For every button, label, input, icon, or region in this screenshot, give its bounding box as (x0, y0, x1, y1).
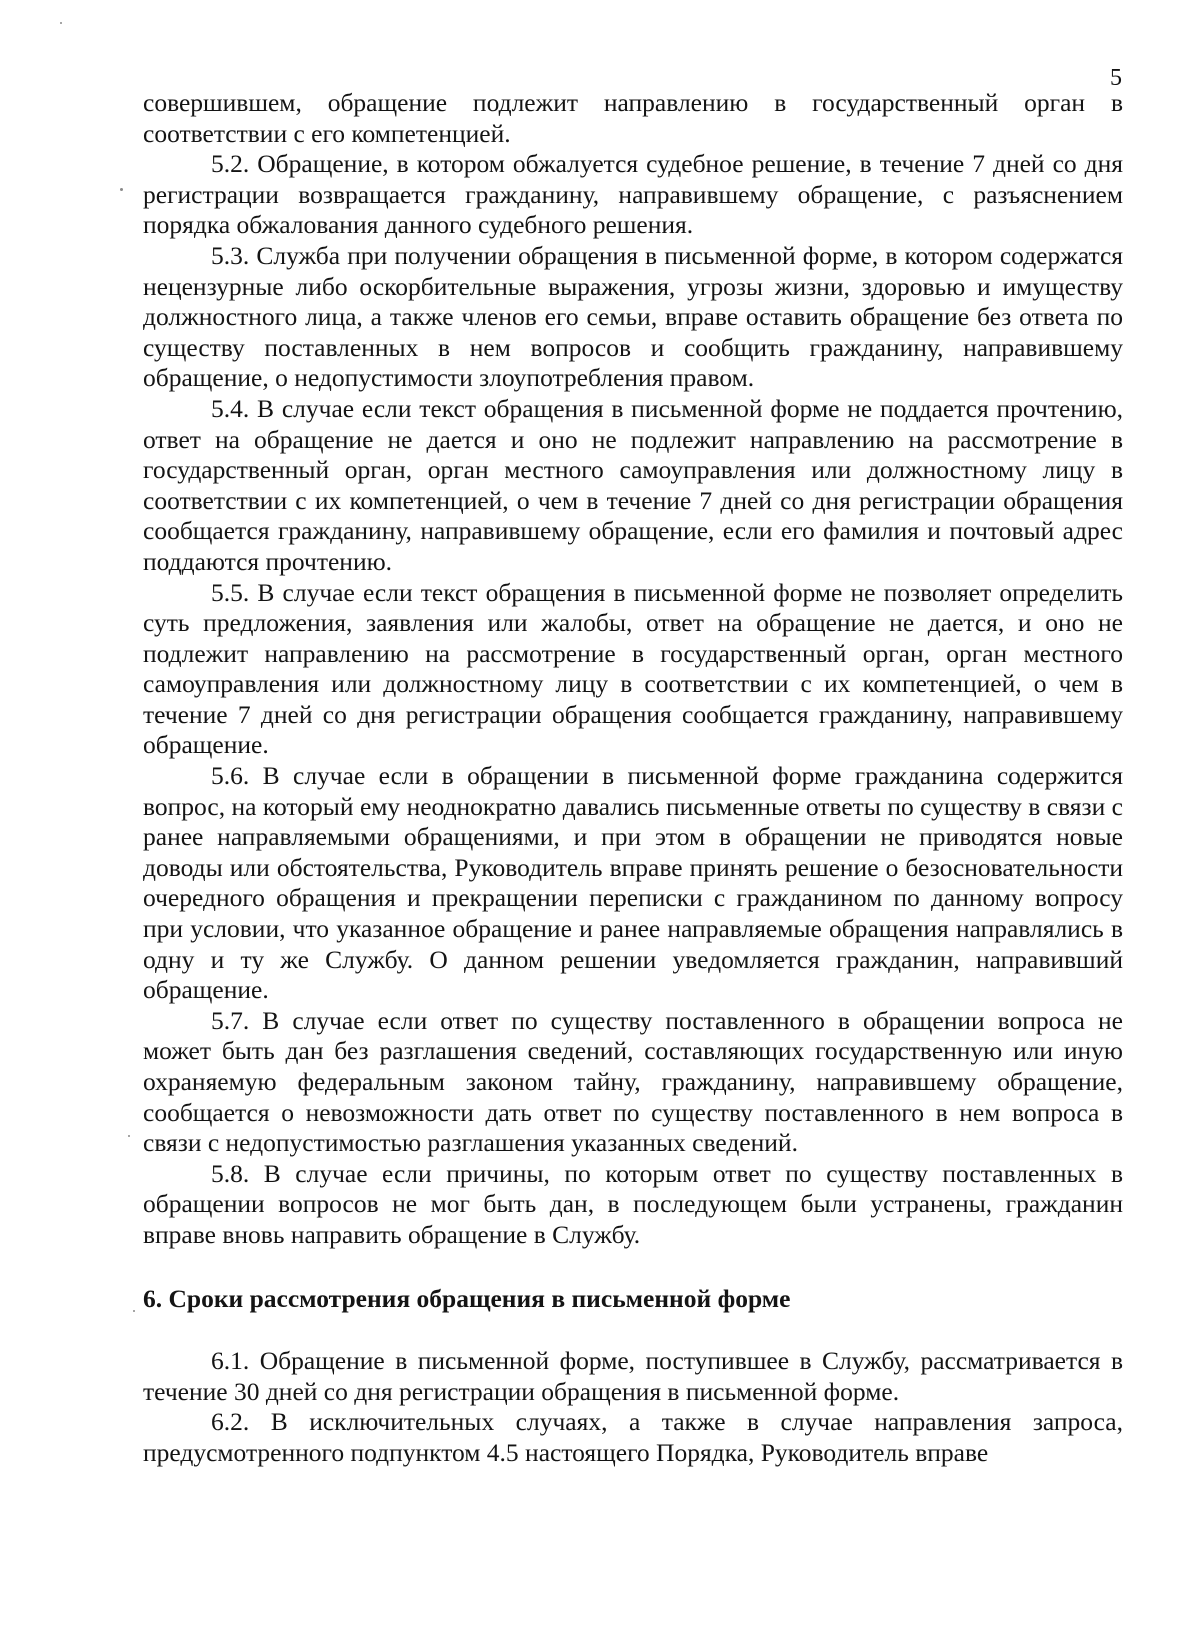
paragraph-5-7: 5.7. В случае если ответ по существу поставленного в обращении вопроса не может быть дан без разглашения сведений, составляющих государственную или иную охраняемую федеральным законом тайну, гражданину, направившему обращение, сообщается о невозможности дать ответ по существу поставленного в нем вопроса в связи с недопустимостью разглашения указанных сведений. (143, 1005, 1123, 1158)
document-body (143, 88, 1123, 1469)
page-number: 5 (1110, 65, 1122, 91)
scan-speck (128, 1135, 130, 1137)
paragraph-5-5: 5.5. В случае если текст обращения в письменной форме не позволяет определить суть предложения, заявления или жалобы, ответ на обращение не дается, и оно не подлежит направлению на рассмотрение в государственный орган, орган местного самоуправления или должностному лицу в соответствии с их компетенцией, о чем в течение 7 дней со дня регистрации обращения сообщается гражданину, направившему обращение. (143, 577, 1123, 760)
scan-speck (60, 22, 62, 24)
paragraph-5-8: 5.8. В случае если причины, по которым ответ по существу поставленных в обращении вопросов не мог быть дан, в последующем были устранены, гражданин вправе вновь направить обращение в Службу. (143, 1158, 1123, 1249)
paragraph-5-3: 5.3. Служба при получении обращения в письменной форме, в котором содержатся нецензурные либо оскорбительные выражения, угрозы жизни, здоровью и имуществу должностного лица, а также членов его семьи, вправе оставить обращение без ответа по существу поставленных в нем вопросов и сообщить гражданину, направившему обращение, о недопустимости злоупотребления правом. (143, 240, 1123, 393)
paragraph-5-4: 5.4. В случае если текст обращения в письменной форме не поддается прочтению, ответ на обращение не дается и оно не подлежит направлению на рассмотрение в государственный орган, орган местного самоуправления или должностному лицу в соответствии с их компетенцией, о чем в течение 7 дней со дня регистрации обращения сообщается гражданину, направившему обращение, если его фамилия и почтовый адрес поддаются прочтению. (143, 393, 1123, 576)
paragraph-5-2: 5.2. Обращение, в котором обжалуется судебное решение, в течение 7 дней со дня регистрации возвращается гражданину, направившему обращение, с разъяснением порядка обжалования данного судебного решения. (143, 149, 1123, 240)
section-6-heading: 6. Сроки рассмотрения обращения в письменной форме (143, 1283, 791, 1313)
paragraph-6-2: 6.2. В исключительных случаях, а также в случае направления запроса, предусмотренного подпунктом 4.5 настоящего Порядка, Руководитель вправе (143, 1407, 1123, 1467)
paragraph-6-1: 6.1. Обращение в письменной форме, поступившее в Службу, рассматривается в течение 30 дней со дня регистрации обращения в письменной форме. (143, 1346, 1123, 1406)
scan-speck (120, 188, 123, 191)
paragraph-continuation: совершившем, обращение подлежит направлению в государственный орган в соответствии с его компетенцией. (143, 88, 1123, 148)
scan-speck (133, 1310, 135, 1312)
paragraph-5-6: 5.6. В случае если в обращении в письменной форме гражданина содержится вопрос, на который ему неоднократно давались письменные ответы по существу в связи с ранее направляемыми обращениями, и при этом в обращении не приводятся новые доводы или обстоятельства, Руководитель вправе принять решение о безосновательности очередного обращения и прекращении переписки с гражданином по данному вопросу при условии, что указанное обращение и ранее направляемые обращения направлялись в одну и ту же Службу. О данном решении уведомляется гражданин, направивший обращение. (143, 761, 1123, 1005)
